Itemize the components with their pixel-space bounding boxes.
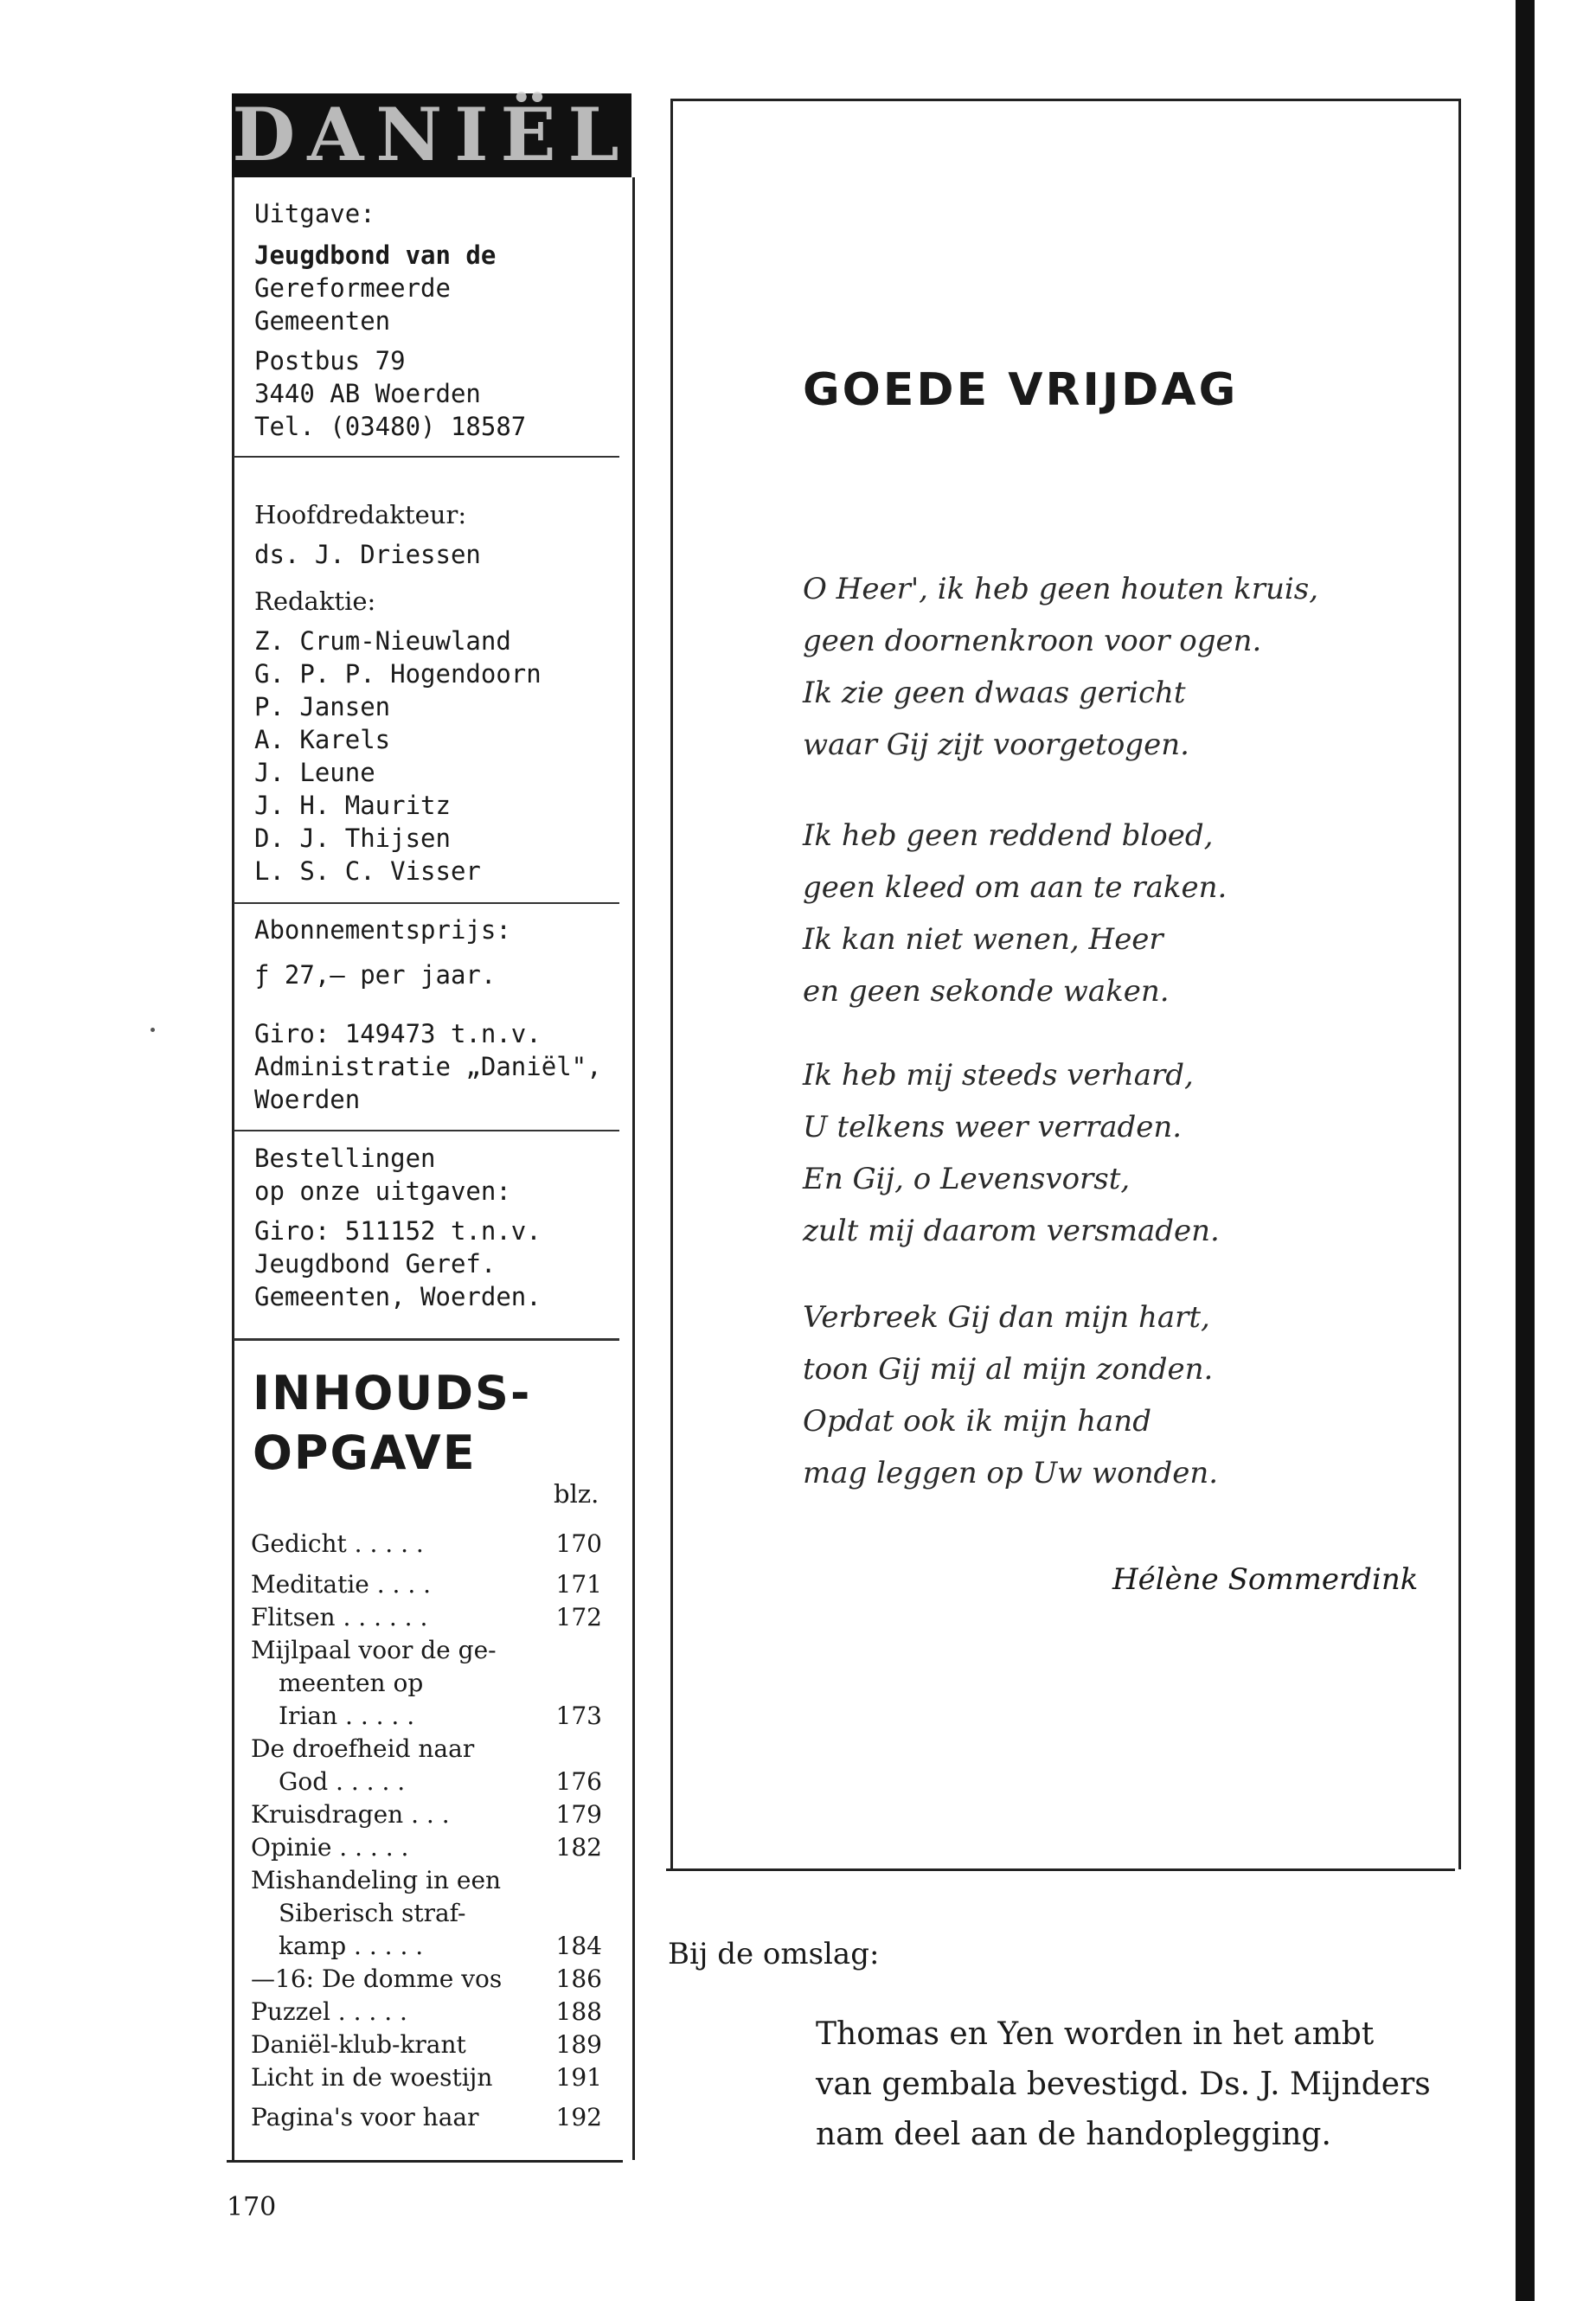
poem-line: geen kleed om aan te raken. xyxy=(803,870,1227,905)
poem-author: Hélène Sommerdink xyxy=(1112,1562,1419,1597)
contents-row-page: 182 xyxy=(555,1833,602,1862)
contents-row-label: De droefheid naar xyxy=(251,1734,475,1763)
contents-title: OPGAVE xyxy=(253,1426,477,1480)
address-line: Tel. (03480) 18587 xyxy=(254,412,527,441)
editor-name: J. Leune xyxy=(254,758,375,787)
contents-row-page: 192 xyxy=(555,2103,602,2131)
contents-row-label: Mijlpaal voor de ge- xyxy=(251,1636,497,1664)
orders-giro-line: Giro: 511152 t.n.v. xyxy=(254,1216,542,1246)
poem-line: toon Gij mij al mijn zonden. xyxy=(803,1352,1214,1387)
contents-row-page: 188 xyxy=(555,1997,602,2026)
contents-row-label: Irian . . . . . xyxy=(279,1702,415,1730)
contents-row-label: Licht in de woestijn xyxy=(251,2063,493,2092)
poem-line: Ik zie geen dwaas gericht xyxy=(803,676,1186,710)
cover-caption-heading: Bij de omslag: xyxy=(668,1937,880,1971)
contents-row xyxy=(251,1766,602,1798)
poem-line: geen doornenkroon voor ogen. xyxy=(803,624,1262,658)
scan-speck xyxy=(151,1028,155,1032)
contents-row-label: kamp . . . . . xyxy=(279,1932,424,1960)
masthead-logo xyxy=(232,93,631,177)
orders-line: op onze uitgaven: xyxy=(254,1176,511,1206)
contents-row xyxy=(251,1864,602,1897)
contents-row xyxy=(251,2101,602,2134)
address-line: 3440 AB Woerden xyxy=(254,379,481,408)
contents-row-label: Mishandeling in een xyxy=(251,1866,502,1894)
contents-row-label: Opinie . . . . . xyxy=(251,1833,409,1862)
contents-row-label: Meditatie . . . . xyxy=(251,1570,432,1599)
contents-row-page: 186 xyxy=(555,1965,602,1993)
poem-line: Ik heb geen reddend bloed, xyxy=(803,818,1214,853)
contents-row xyxy=(251,1700,602,1733)
contents-row-page: 191 xyxy=(555,2063,602,2092)
cover-caption-line: van gembala bevestigd. Ds. J. Mijnders xyxy=(816,2067,1431,2102)
editor-name: P. Jansen xyxy=(254,692,391,721)
editor-name: L. S. C. Visser xyxy=(254,856,481,886)
contents-row-label: Pagina's voor haar xyxy=(251,2103,479,2131)
orders-giro-line: Gemeenten, Woerden. xyxy=(254,1282,542,1311)
poem-line: mag leggen op Uw wonden. xyxy=(803,1456,1219,1490)
cover-caption-line: nam deel aan de handoplegging. xyxy=(816,2117,1331,2152)
editor-name: G. P. P. Hogendoorn xyxy=(254,659,542,689)
contents-row xyxy=(251,2061,602,2094)
contents-row xyxy=(251,1930,602,1963)
contents-row xyxy=(251,1568,602,1601)
contents-row-label: Puzzel . . . . . xyxy=(251,1997,407,2026)
contents-row xyxy=(251,1634,602,1667)
poem-line: Opdat ook ik mijn hand xyxy=(803,1404,1151,1439)
giro-line: Administratie „Daniël", xyxy=(254,1052,602,1081)
contents-row-page: 184 xyxy=(555,1932,602,1960)
poem-box-bottom-rule xyxy=(666,1868,1455,1871)
poem-line: Ik kan niet wenen, Heer xyxy=(803,922,1163,957)
poem-title: GOEDE VRIJDAG xyxy=(803,364,1239,416)
contents-row-label: Daniël-klub-krant xyxy=(251,2030,466,2059)
cover-caption-line: Thomas en Yen worden in het ambt xyxy=(816,2016,1375,2052)
contents-row xyxy=(251,1897,602,1930)
poem-line: Ik heb mij steeds verhard, xyxy=(803,1058,1194,1093)
poem-line: Verbreek Gij dan mijn hart, xyxy=(803,1300,1210,1335)
contents-row xyxy=(251,1667,602,1700)
contents-row xyxy=(251,1601,602,1634)
contents-row-page: 171 xyxy=(555,1570,602,1599)
contents-row-label: meenten op xyxy=(279,1669,424,1697)
poem-line: O Heer', ik heb geen houten kruis, xyxy=(803,572,1319,606)
divider xyxy=(234,456,619,458)
poem-line: U telkens weer verraden. xyxy=(803,1110,1183,1144)
divider xyxy=(234,1130,619,1131)
publisher-label: Uitgave: xyxy=(254,199,375,228)
masthead-title: DANIËL xyxy=(232,92,631,177)
contents-row xyxy=(251,1831,602,1864)
contents-row xyxy=(251,1733,602,1766)
editor-name: J. H. Mauritz xyxy=(254,791,451,820)
contents-row xyxy=(251,1798,602,1831)
poem-line: En Gij, o Levensvorst, xyxy=(803,1162,1131,1196)
publisher-line: Gemeenten xyxy=(254,306,391,336)
poem-line: waar Gij zijt voorgetogen. xyxy=(803,727,1189,762)
contents-row-label: Flitsen . . . . . . xyxy=(251,1603,428,1631)
orders-giro-line: Jeugdbond Geref. xyxy=(254,1249,497,1279)
subscription-price: ƒ 27,— per jaar. xyxy=(254,960,497,990)
subscription-label: Abonnementsprijs: xyxy=(254,915,511,945)
contents-row-page: 179 xyxy=(555,1800,602,1829)
contents-row xyxy=(251,1528,602,1561)
divider xyxy=(234,1338,619,1341)
page-edge-rule xyxy=(1516,0,1535,2301)
contents-row-label: God . . . . . xyxy=(279,1767,406,1796)
contents-row-page: 176 xyxy=(555,1767,602,1796)
contents-row-label: —16: De domme vos xyxy=(251,1965,503,1993)
contents-row-page: 189 xyxy=(555,2030,602,2059)
contents-row-page: 172 xyxy=(555,1603,602,1631)
contents-page-column-label: blz. xyxy=(554,1479,599,1509)
poem-line: en geen sekonde waken. xyxy=(803,974,1170,1009)
chief-editor-name: ds. J. Driessen xyxy=(254,540,481,569)
publisher-line: Jeugdbond van de xyxy=(254,240,497,270)
contents-row-page: 170 xyxy=(555,1529,602,1558)
contents-row-label: Gedicht . . . . . xyxy=(251,1529,424,1558)
giro-line: Woerden xyxy=(254,1085,361,1114)
chief-editor-label: Hoofdredakteur: xyxy=(254,500,467,529)
contents-row-page: 173 xyxy=(555,1702,602,1730)
editors-label: Redaktie: xyxy=(254,586,376,616)
poem-line: zult mij daarom versmaden. xyxy=(803,1214,1220,1248)
contents-row-label: Kruisdragen . . . xyxy=(251,1800,450,1829)
contents-row xyxy=(251,1963,602,1996)
editor-name: D. J. Thijsen xyxy=(254,824,451,853)
address-line: Postbus 79 xyxy=(254,346,406,375)
publisher-line: Gereformeerde xyxy=(254,273,451,303)
contents-title: INHOUDS- xyxy=(253,1366,532,1420)
page-number: 170 xyxy=(227,2192,277,2222)
editor-name: A. Karels xyxy=(254,725,391,754)
contents-row xyxy=(251,1996,602,2029)
contents-row xyxy=(251,2029,602,2061)
contents-row-label: Siberisch straf- xyxy=(279,1899,466,1927)
divider xyxy=(234,902,619,904)
editor-name: Z. Crum-Nieuwland xyxy=(254,626,511,656)
giro-line: Giro: 149473 t.n.v. xyxy=(254,1019,542,1048)
orders-line: Bestellingen xyxy=(254,1144,436,1173)
colophon-box-bottom-rule xyxy=(227,2160,623,2163)
